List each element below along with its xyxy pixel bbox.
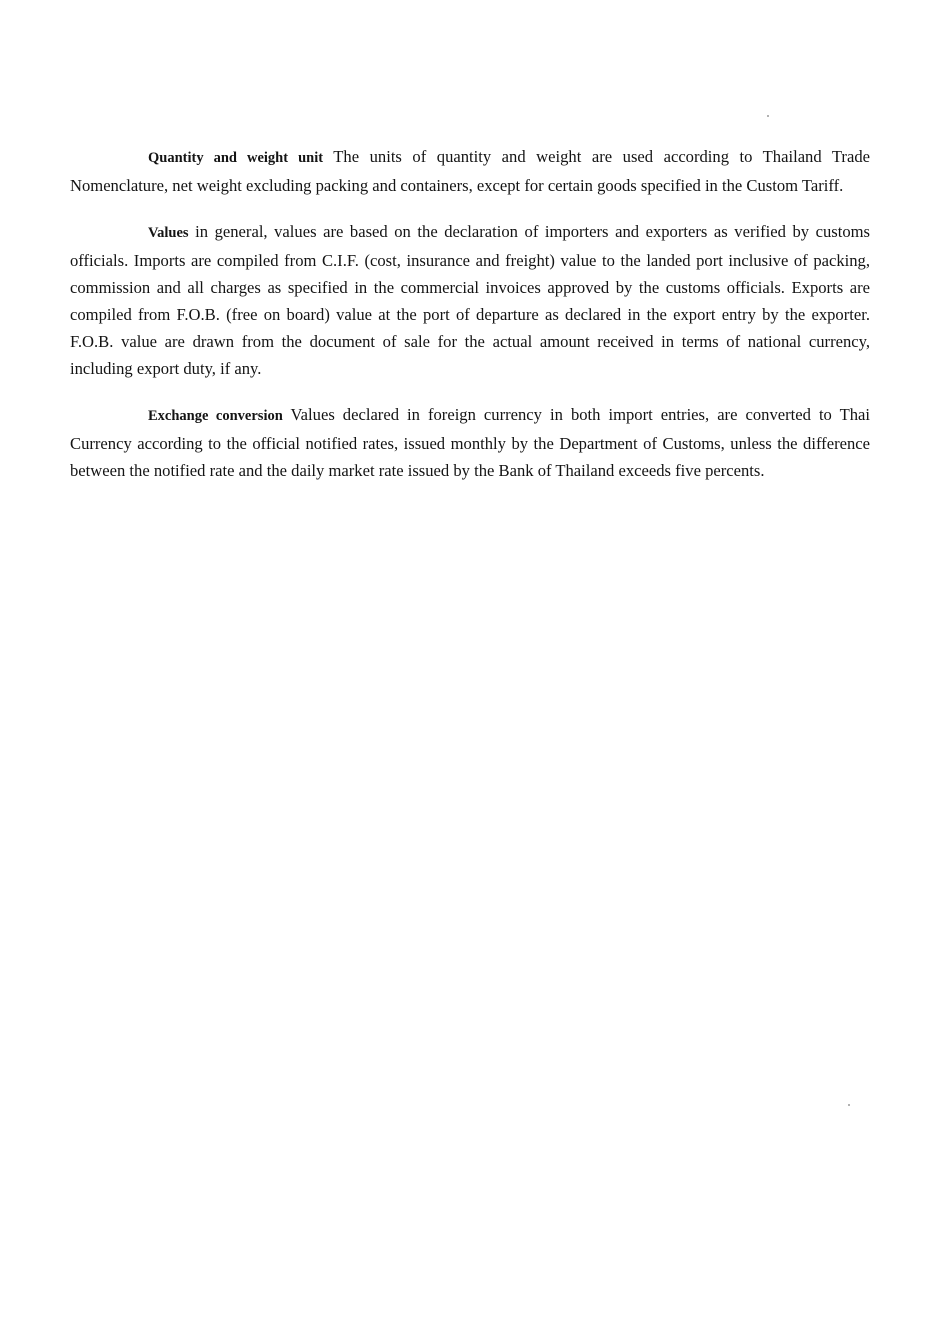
paragraph-quantity-weight-unit: [70, 143, 870, 199]
paragraph-values: [70, 218, 870, 382]
term-exchange-conversion: Exchange conversion: [148, 408, 283, 424]
document-body: [70, 143, 870, 503]
term-values: Values: [148, 225, 189, 241]
paragraph-quantity-weight-unit-text: The units of quantity and weight are used according to Thailand Trade Nomenclature, net weight excluding packing and containers, except for certain goods specified in the Custom Tariff.: [70, 147, 870, 195]
scan-speck-bottom: [848, 1104, 850, 1106]
paragraph-exchange-conversion-text: Values declared in foreign currency in both import entries, are converted to Thai Currency according to the official notified rates, issued monthly by the Department of Customs, unless the difference between the notified rate and the daily market rate issued by the Bank of Thailand exceeds five percents.: [70, 405, 870, 480]
term-quantity-weight-unit: Quantity and weight unit: [148, 150, 324, 166]
scan-speck-top: [767, 115, 769, 117]
paragraph-exchange-conversion: [70, 401, 870, 484]
paragraph-values-text: in general, values are based on the declaration of importers and exporters as verified by customs officials. Imports are compiled from C.I.F. (cost, insurance and freight) value to the landed port inclusive of packing, commission and all charges as specified in the commercial invoices approved by the customs officials. Exports are compiled from F.O.B. (free on board) value at the port of departure as declared in the export entry by the exporter. F.O.B. value are drawn from the document of sale for the actual amount received in terms of national currency, including export duty, if any.: [70, 222, 870, 378]
